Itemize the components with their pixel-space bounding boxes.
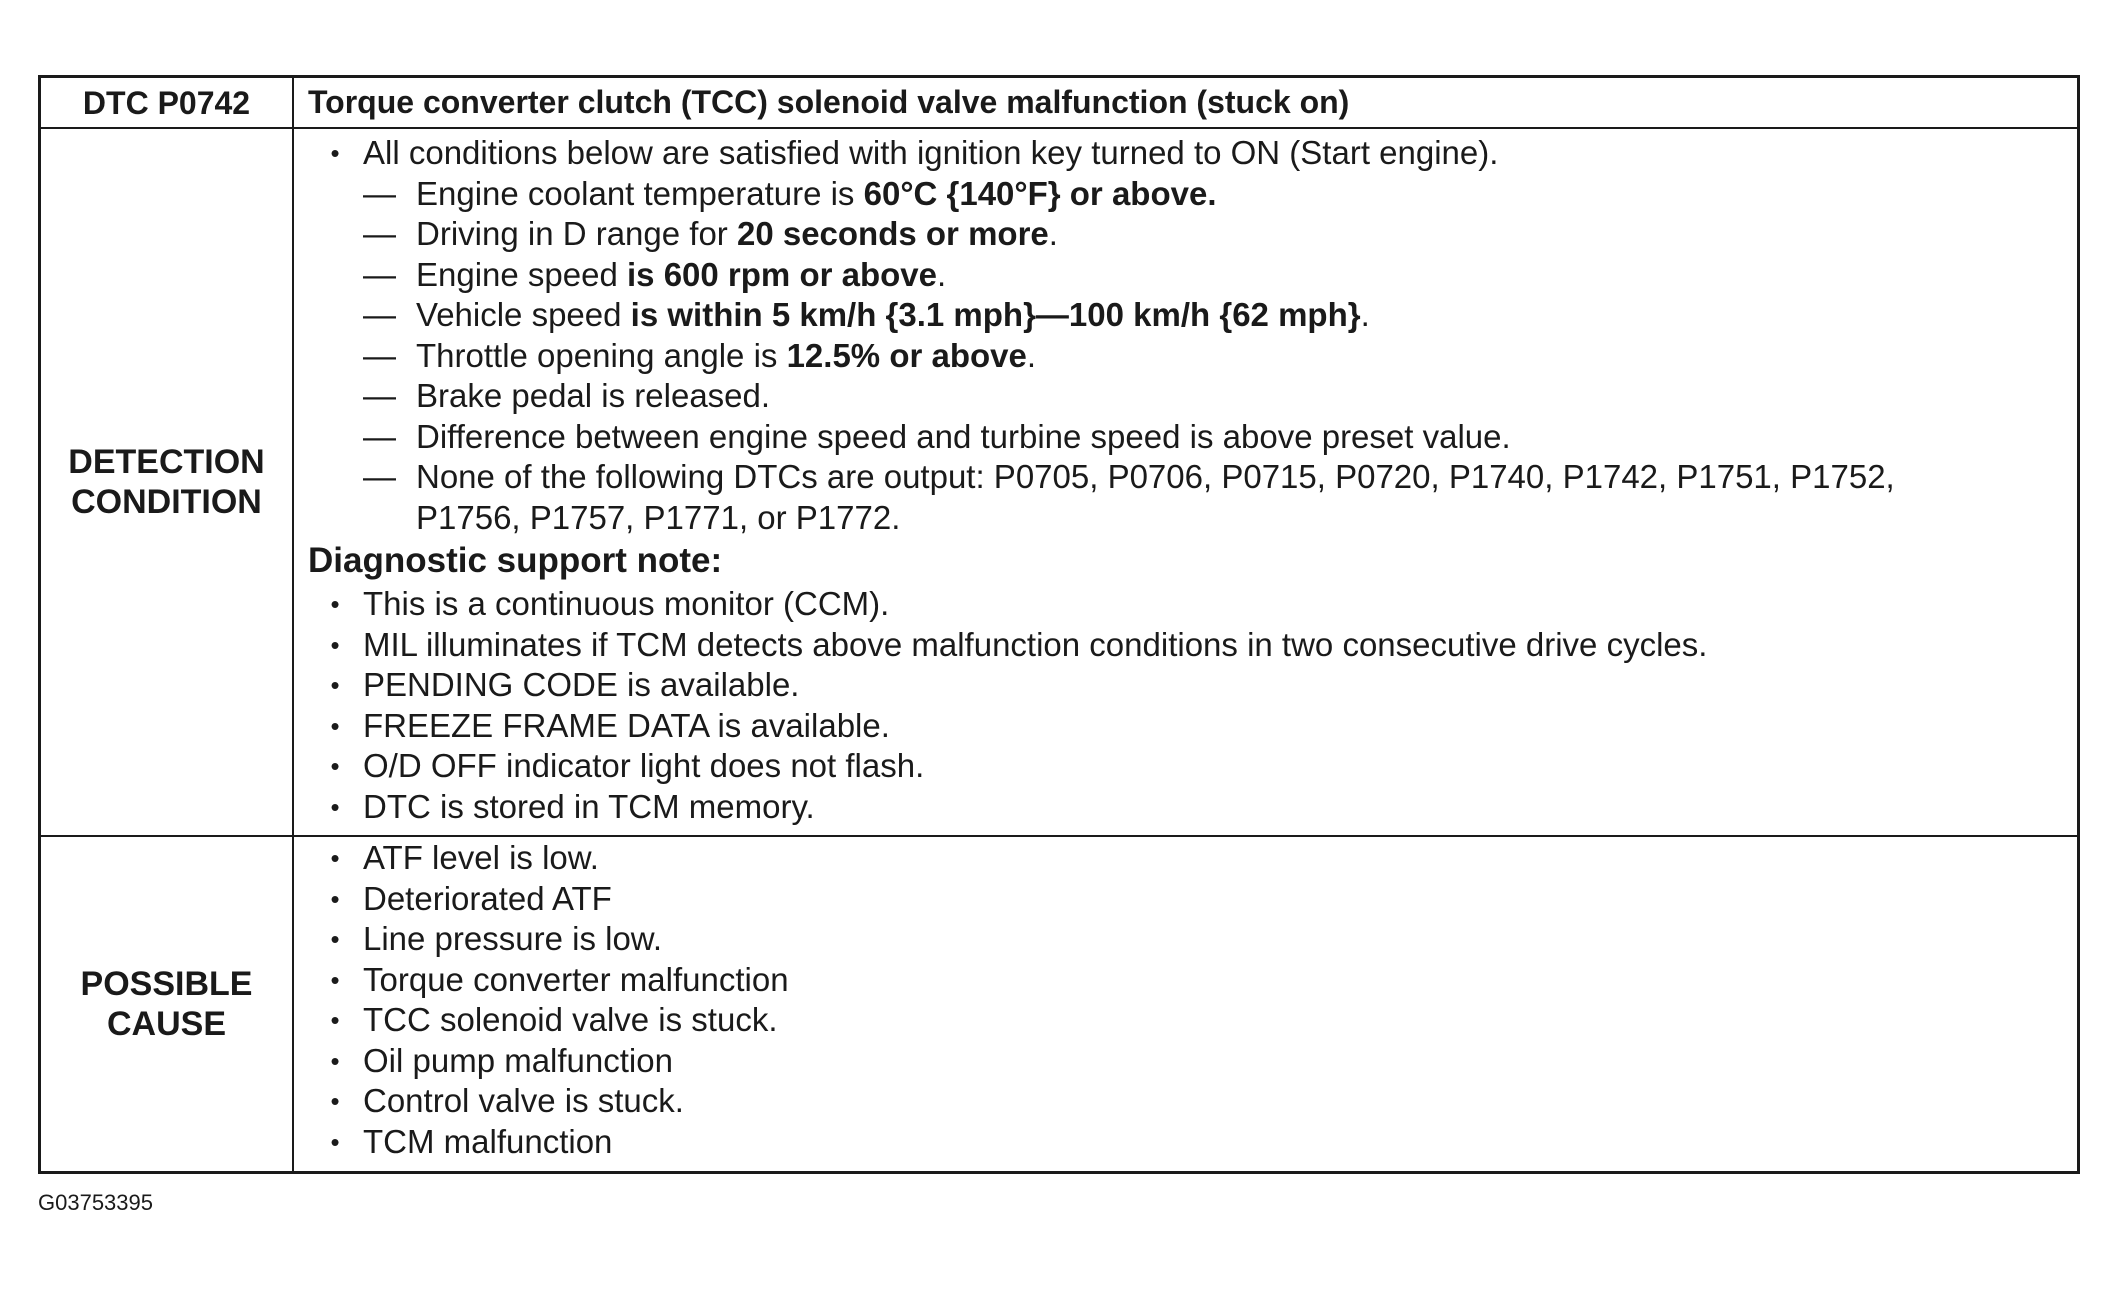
note-text: O/D OFF indicator light does not flash. xyxy=(363,747,925,784)
condition-text: Engine coolant temperature is xyxy=(416,174,864,212)
bullet-icon: • xyxy=(330,629,340,660)
detection-label-line2: CONDITION xyxy=(71,483,262,521)
dash-icon: — xyxy=(363,255,396,293)
cause-item xyxy=(308,838,2067,879)
note-item xyxy=(308,746,2067,787)
possible-cause-row xyxy=(41,837,2077,1171)
cause-item xyxy=(308,960,2067,1001)
note-item xyxy=(308,625,2067,666)
condition-value: 12.5% or above xyxy=(786,336,1027,374)
condition-item xyxy=(308,336,2067,377)
condition-text: Vehicle speed xyxy=(416,296,631,333)
condition-suffix: . xyxy=(937,255,947,293)
detection-condition-content xyxy=(294,129,2077,835)
cause-item xyxy=(308,1000,2067,1041)
cause-text: Torque converter malfunction xyxy=(363,960,789,998)
possible-cause-label xyxy=(41,837,294,1171)
cause-item xyxy=(308,1041,2067,1082)
cause-text: TCM malfunction xyxy=(363,1122,613,1160)
dash-icon: — xyxy=(363,458,396,495)
dash-icon: — xyxy=(363,377,396,414)
conditions-list xyxy=(308,174,2067,458)
condition-intro-text: All conditions below are satisfied with ignition key turned to ON (Start engine). xyxy=(363,134,1499,171)
bullet-icon: • xyxy=(330,883,340,914)
note-text: MIL illuminates if TCM detects above malfunction conditions in two consecutive drive cycles. xyxy=(363,625,1708,663)
note-text: DTC is stored in TCM memory. xyxy=(363,787,815,825)
condition-suffix: . xyxy=(1360,296,1370,333)
bullet-icon: • xyxy=(330,710,340,741)
cause-item xyxy=(308,1081,2067,1122)
cause-text: ATF level is low. xyxy=(363,839,599,876)
note-item xyxy=(308,787,2067,828)
diagnostic-note-heading: Diagnostic support note: xyxy=(308,541,723,580)
dtc-list-line2: P1756, P1757, P1771, or P1772. xyxy=(416,498,901,536)
cause-label-line2: CAUSE xyxy=(106,1005,227,1043)
cause-text: Oil pump malfunction xyxy=(363,1041,673,1079)
condition-value: 20 seconds or more xyxy=(736,215,1049,252)
note-text: PENDING CODE is available. xyxy=(363,666,800,703)
condition-dtc-list xyxy=(308,457,2067,538)
bullet-icon: • xyxy=(330,589,340,619)
detection-label-line1: DETECTION xyxy=(68,443,265,481)
condition-value: is within 5 km/h {3.1 mph}—100 km/h {62 mph} xyxy=(630,296,1361,333)
condition-item xyxy=(308,376,2067,417)
bullet-icon: • xyxy=(330,751,340,781)
condition-text: Engine speed xyxy=(416,255,628,293)
header-row xyxy=(41,78,2077,129)
bullet-icon: • xyxy=(330,791,340,822)
bullet-icon: • xyxy=(330,924,340,954)
cause-text: Line pressure is low. xyxy=(363,920,662,957)
bullet-icon: • xyxy=(330,1086,340,1116)
note-text: FREEZE FRAME DATA is available. xyxy=(363,706,890,744)
dtc-list-line1: None of the following DTCs are output: P0705, P0706, P0715, P0720, P1740, P1742, P1751, P1752, xyxy=(416,458,1895,495)
condition-text: Driving in D range for xyxy=(416,215,737,252)
detection-condition-label xyxy=(41,129,294,835)
cause-item xyxy=(308,879,2067,920)
cause-text: Control valve is stuck. xyxy=(363,1082,684,1119)
bullet-icon: • xyxy=(330,843,340,873)
bullet-icon: • xyxy=(330,964,340,995)
note-text: This is a continuous monitor (CCM). xyxy=(363,585,890,622)
notes-list xyxy=(308,584,2067,827)
dash-icon: — xyxy=(363,215,396,252)
cause-text: TCC solenoid valve is stuck. xyxy=(363,1001,778,1038)
dtc-title: Torque converter clutch (TCC) solenoid valve malfunction (stuck on) xyxy=(308,84,1350,121)
bullet-icon: • xyxy=(330,670,340,700)
cause-item xyxy=(308,1122,2067,1163)
note-item xyxy=(308,584,2067,625)
cause-text: Deteriorated ATF xyxy=(363,879,612,917)
bullet-icon: • xyxy=(330,1045,340,1076)
figure-id: G03753395 xyxy=(38,1190,153,1215)
condition-intro xyxy=(308,133,2067,174)
condition-item xyxy=(308,417,2067,458)
cause-item xyxy=(308,919,2067,960)
dash-icon: — xyxy=(363,417,396,455)
note-item xyxy=(308,706,2067,747)
condition-item xyxy=(308,214,2067,255)
condition-item xyxy=(308,295,2067,336)
cause-label-line1: POSSIBLE xyxy=(80,965,253,1003)
dtc-code: DTC P0742 xyxy=(41,78,294,127)
condition-value: 60°C {140°F} or above. xyxy=(863,174,1217,212)
bullet-icon: • xyxy=(330,1005,340,1035)
condition-text: Brake pedal is released. xyxy=(416,377,771,414)
dtc-table xyxy=(38,75,2080,1174)
dash-icon: — xyxy=(363,336,396,374)
condition-value: is 600 rpm or above xyxy=(627,255,937,293)
condition-suffix: . xyxy=(1026,336,1037,374)
condition-text: Throttle opening angle is xyxy=(416,336,787,374)
condition-suffix: . xyxy=(1048,215,1058,252)
detection-condition-row xyxy=(41,129,2077,837)
bullet-icon: • xyxy=(330,138,340,168)
possible-cause-content xyxy=(294,837,2077,1171)
bullet-icon: • xyxy=(330,1126,340,1157)
dash-icon: — xyxy=(363,296,396,333)
condition-text: Difference between engine speed and turbine speed is above preset value. xyxy=(416,417,1511,455)
condition-item xyxy=(308,174,2067,215)
note-item xyxy=(308,665,2067,706)
dash-icon: — xyxy=(363,174,396,212)
condition-item xyxy=(308,255,2067,296)
